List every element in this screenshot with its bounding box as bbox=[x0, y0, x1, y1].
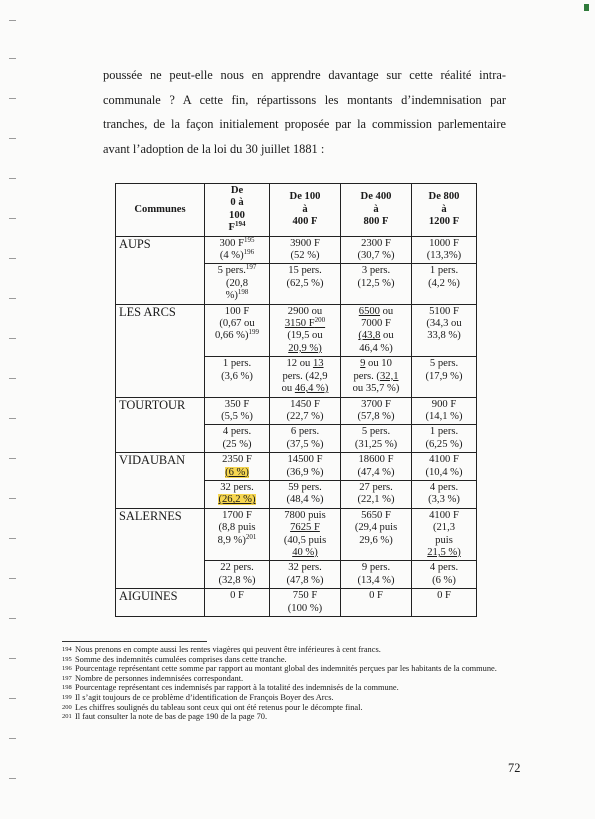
table-cell: 300 $F^{195}$ (4 %)$^{196}$ bbox=[205, 236, 270, 264]
paragraph-line: poussée ne peut-elle nous en apprendre davantage sur cette réalité intra- bbox=[103, 68, 506, 82]
table-cell: 22 pers. (32,8 %) bbox=[205, 561, 270, 589]
table-cell: 7800 puis 7625 F (40,5 puis 40 %) bbox=[270, 508, 341, 561]
edge-mark bbox=[9, 538, 16, 539]
footnote: 198 Pourcentage représentant ces indemnisés par rapport à la totalité des indemnisés de la commune. bbox=[62, 683, 399, 693]
table-cell: 0 F bbox=[412, 589, 477, 617]
table-cell: 9 ou 10 pers. (32,1 ou 35,7 %) bbox=[341, 357, 412, 397]
edge-mark bbox=[9, 378, 16, 379]
edge-mark bbox=[9, 498, 16, 499]
table-cell: 1 pers. (6,25 %) bbox=[412, 425, 477, 453]
table-row bbox=[116, 397, 477, 425]
footnote: 195 Somme des indemnités cumulées comprises dans cette tranche. bbox=[62, 654, 287, 664]
header-tranche-400-800: De 400 à 800 F bbox=[341, 184, 412, 237]
table-cell: 1 pers. (4,2 %) bbox=[412, 264, 477, 304]
commune-name: LES ARCS bbox=[116, 304, 205, 397]
commune-name: VIDAUBAN bbox=[116, 453, 205, 509]
footnote: 197 Nombre de personnes indemnisées correspondant. bbox=[62, 673, 244, 683]
table-cell: 2300 F (30,7 %) bbox=[341, 236, 412, 264]
edge-mark bbox=[9, 20, 16, 21]
highlighted-value: (26,2 %) bbox=[218, 494, 256, 506]
table-cell: 6500 ou 7000 F (43,8 ou 46,4 %) bbox=[341, 304, 412, 357]
footnote-separator bbox=[62, 641, 207, 642]
header-tranche-800-1200: De 800 à 1200 F bbox=[412, 184, 477, 237]
table-cell: 9 pers. (13,4 %) bbox=[341, 561, 412, 589]
intro-paragraph bbox=[103, 63, 506, 161]
table-cell: 5 pers. (17,9 %) bbox=[412, 357, 477, 397]
table-row bbox=[116, 236, 477, 264]
edge-mark bbox=[9, 418, 16, 419]
table-cell: 5650 F (29,4 puis 29,6 %) bbox=[341, 508, 412, 561]
table-cell: 32 pers. (26,2 %) bbox=[205, 480, 270, 508]
edge-mark bbox=[9, 338, 16, 339]
table-row bbox=[116, 304, 477, 357]
indemnity-table bbox=[115, 183, 477, 617]
table-cell: 4100 F (10,4 %) bbox=[412, 453, 477, 481]
paragraph-line: tranches, de la façon initialement proposée par la commission parlementaire bbox=[103, 117, 506, 131]
table-cell: 15 pers. (62,5 %) bbox=[270, 264, 341, 304]
footnote: 199 Il s’agit toujours de ce problème d’identification de François Boyer des Arcs. bbox=[62, 692, 334, 702]
table-cell: 32 pers. (47,8 %) bbox=[270, 561, 341, 589]
commune-name: AUPS bbox=[116, 236, 205, 304]
table-row bbox=[116, 453, 477, 481]
table-cell: 350 F (5,5 %) bbox=[205, 397, 270, 425]
table-cell: 4 pers. (3,3 %) bbox=[412, 480, 477, 508]
table-cell: 12 ou 13 pers. (42,9 ou 46,4 %) bbox=[270, 357, 341, 397]
table-row bbox=[116, 589, 477, 617]
table-cell: 4100 F (21,3 puis 21,5 %) bbox=[412, 508, 477, 561]
table-cell: 14500 F (36,9 %) bbox=[270, 453, 341, 481]
table-cell: 1450 F (22,7 %) bbox=[270, 397, 341, 425]
edge-mark bbox=[9, 138, 16, 139]
footnote: 201 Il faut consulter la note de bas de page 190 de la page 70. bbox=[62, 712, 268, 722]
highlighted-value: (6 %) bbox=[225, 466, 249, 478]
paragraph-line: avant l’adoption de la loi du 30 juillet 1881 : bbox=[103, 141, 325, 156]
edge-mark bbox=[9, 618, 16, 619]
edge-mark bbox=[9, 458, 16, 459]
table-cell: 59 pers. (48,4 %) bbox=[270, 480, 341, 508]
header-communes: Communes bbox=[116, 184, 205, 237]
table-cell: 27 pers. (22,1 %) bbox=[341, 480, 412, 508]
commune-name: AIGUINES bbox=[116, 589, 205, 617]
table-cell: 1700 F (8,8 puis 8,9 %)$^{201}$ bbox=[205, 508, 270, 561]
table-cell: 4 pers. (25 %) bbox=[205, 425, 270, 453]
table-cell: 3 pers. (12,5 %) bbox=[341, 264, 412, 304]
commune-name: TOURTOUR bbox=[116, 397, 205, 453]
commune-name: SALERNES bbox=[116, 508, 205, 588]
header-tranche-100-400: De 100 à 400 F bbox=[270, 184, 341, 237]
corner-mark bbox=[584, 4, 589, 11]
edge-mark bbox=[9, 698, 16, 699]
footnote: 200 Les chiffres soulignés du tableau sont ceux qui ont été retenus pour le décompte final. bbox=[62, 702, 363, 712]
table-cell: 5 pers. (31,25 %) bbox=[341, 425, 412, 453]
edge-mark bbox=[9, 178, 16, 179]
edge-mark bbox=[9, 778, 16, 779]
footnotes bbox=[62, 645, 524, 722]
edge-mark bbox=[9, 58, 16, 59]
table-cell: 900 F (14,1 %) bbox=[412, 397, 477, 425]
table-cell: 3900 F (52 %) bbox=[270, 236, 341, 264]
table-cell: 5100 F (34,3 ou 33,8 %) bbox=[412, 304, 477, 357]
table-cell: 100 F (0,67 ou 0,66 %)$^{199}$ bbox=[205, 304, 270, 357]
table-cell: 0 F bbox=[341, 589, 412, 617]
paragraph-line: communale ? A cette fin, répartissons les montants d’indemnisation par bbox=[103, 92, 506, 107]
edge-mark bbox=[9, 298, 16, 299]
page-number: 72 bbox=[508, 761, 521, 775]
table-cell: 1 pers. (3,6 %) bbox=[205, 357, 270, 397]
table-cell: 4 pers. (6 %) bbox=[412, 561, 477, 589]
table-cell: 2350 F (6 %) bbox=[205, 453, 270, 481]
edge-mark bbox=[9, 578, 16, 579]
table-cell: 18600 F (47,4 %) bbox=[341, 453, 412, 481]
footnote: 196 Pourcentage représentant cette somme par rapport au montant global des indemnités perçues par les habitants de la commune. bbox=[62, 664, 497, 674]
edge-mark bbox=[9, 658, 16, 659]
table-cell: 0 F bbox=[205, 589, 270, 617]
table-header-row bbox=[116, 184, 477, 237]
table-cell: 750 F (100 %) bbox=[270, 589, 341, 617]
edge-mark bbox=[9, 258, 16, 259]
footnote: 194 Nous prenons en compte aussi les rentes viagères qui peuvent être inférieures à cent francs. bbox=[62, 645, 381, 654]
footnote-ref: 194 bbox=[234, 220, 246, 229]
edge-mark bbox=[9, 218, 16, 219]
edge-mark bbox=[9, 98, 16, 99]
table-cell: 3700 F (57,8 %) bbox=[341, 397, 412, 425]
edge-mark bbox=[9, 738, 16, 739]
header-tranche-0-100: De 0 à 100 $F^{194}$ bbox=[205, 184, 270, 237]
table-cell: 6 pers. (37,5 %) bbox=[270, 425, 341, 453]
table-cell: 1000 F (13,3%) bbox=[412, 236, 477, 264]
table-cell: 5 pers.$^{197}$ (20,8 %)$^{198}$ bbox=[205, 264, 270, 304]
table-row bbox=[116, 508, 477, 561]
table-cell: 2900 ou 3150 $F^{200}$ (19,5 ou 20,9 %) bbox=[270, 304, 341, 357]
